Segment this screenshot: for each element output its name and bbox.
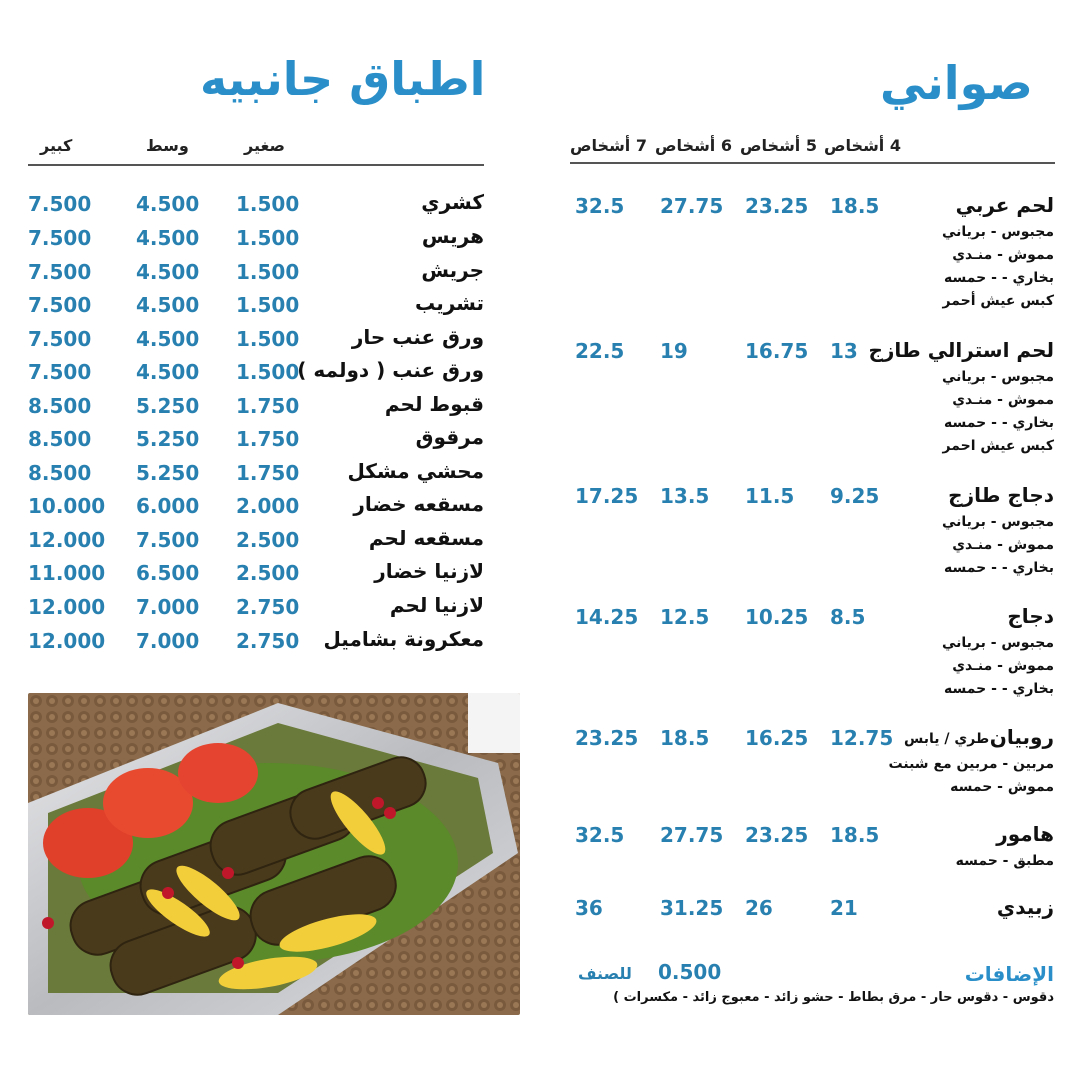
sides-header-rule [28,164,484,166]
tray-price-4-persons: 9.25 [830,484,880,508]
tray-item-name: دجاج طازج [948,483,1054,507]
sides-title: اطباق جانبيه [200,52,486,106]
side-price-small: 2.750 [236,629,300,653]
tray-item-name-suffix: طري / يابس [904,731,990,747]
tray-price-7-persons: 22.5 [575,339,625,363]
side-price-small: 1.750 [236,427,300,451]
side-dish-row [0,559,500,593]
side-dish-row [0,358,500,392]
tray-price-6-persons: 31.25 [660,896,724,920]
tray-item-variant: مموش - منـدي [952,247,1054,263]
tray-item-variant: مطبق - حمسه [955,853,1054,869]
side-dish-name: محشي مشكل [347,459,484,483]
tray-price-7-persons: 36 [575,896,603,920]
side-price-medium: 4.500 [136,293,200,317]
side-dish-name: مسقعه خضار [353,492,484,516]
side-price-large: 11.000 [28,561,106,585]
side-price-large: 12.000 [28,629,106,653]
side-price-large: 7.500 [28,293,92,317]
side-dish-name: كشري [421,190,484,214]
tray-item-variant: مجبوس - برياني [941,514,1054,530]
side-dish-name: لازنيا خضار [374,559,484,583]
tray-price-5-persons: 16.25 [745,726,809,750]
tray-price-4-persons: 18.5 [830,823,880,847]
tray-item-variant: بخاري - - حمسه [944,270,1054,286]
side-dish-name: لازنيا لحم [389,593,484,617]
side-price-medium: 6.500 [136,561,200,585]
tray-price-4-persons: 18.5 [830,194,880,218]
sides-header-medium: وسط [146,136,189,155]
tray-price-5-persons: 16.75 [745,339,809,363]
tray-item-variant: مموش - حمسه [950,779,1054,795]
grape-leaves-image [28,693,520,1015]
tray-price-6-persons: 13.5 [660,484,710,508]
side-dish-name: معكرونة بشاميل [323,627,484,651]
side-price-medium: 7.000 [136,629,200,653]
tray-item-name: هامور [996,822,1054,846]
side-dish-row [0,392,500,426]
tray-price-6-persons: 12.5 [660,605,710,629]
side-price-small: 1.500 [236,226,300,250]
side-price-medium: 5.250 [136,427,200,451]
side-price-large: 8.500 [28,461,92,485]
tray-item-variant: مربين - مربين مع شبنت [888,756,1054,772]
tray-item-name: لحم استرالي طازج [868,338,1054,362]
food-photo [28,693,520,1015]
side-dish-name: هريس [421,224,484,248]
side-dish-row [0,459,500,493]
tray-price-5-persons: 11.5 [745,484,795,508]
side-dish-name: تشريب [415,291,484,315]
side-dish-name: جريش [421,258,484,282]
side-dish-name: ورق عنب حار [351,325,484,349]
side-dish-row [0,492,500,526]
side-dish-name: مسقعه لحم [368,526,484,550]
tray-item-name: دجاج [1007,604,1054,628]
side-price-small: 2.500 [236,561,300,585]
side-price-large: 7.500 [28,226,92,250]
tray-price-4-persons: 12.75 [830,726,894,750]
side-price-small: 2.500 [236,528,300,552]
side-dish-row [0,526,500,560]
tray-price-4-persons: 8.5 [830,605,866,629]
side-price-medium: 7.000 [136,595,200,619]
side-price-small: 2.750 [236,595,300,619]
trays-header-rule [570,162,1055,164]
tray-price-4-persons: 13 [830,339,858,363]
side-dish-row [0,258,500,292]
tray-price-7-persons: 14.25 [575,605,639,629]
side-price-large: 7.500 [28,327,92,351]
side-price-small: 2.000 [236,494,300,518]
tray-price-6-persons: 19 [660,339,688,363]
tray-item-variant: كبس عيش احمر [942,438,1054,454]
tray-price-7-persons: 23.25 [575,726,639,750]
side-price-medium: 5.250 [136,394,200,418]
side-dish-name: ورق عنب ( دولمه ) [297,358,484,382]
trays-header-5: 5 أشخاص [740,136,817,155]
side-price-small: 1.500 [236,293,300,317]
trays-header-6: 6 أشخاص [655,136,732,155]
tray-item-name: روبيان [989,725,1054,749]
side-price-small: 1.500 [236,327,300,351]
side-price-large: 8.500 [28,427,92,451]
side-price-small: 1.500 [236,360,300,384]
side-dish-name: قبوط لحم [384,392,484,416]
tray-price-6-persons: 18.5 [660,726,710,750]
side-price-medium: 7.500 [136,528,200,552]
side-price-large: 12.000 [28,528,106,552]
side-price-large: 7.500 [28,360,92,384]
tray-item-variant: بخاري - - حمسه [944,560,1054,576]
side-price-small: 1.500 [236,192,300,216]
tray-price-5-persons: 10.25 [745,605,809,629]
tray-price-5-persons: 26 [745,896,773,920]
side-price-large: 10.000 [28,494,106,518]
side-dish-row [0,593,500,627]
tray-item-variant: مجبوس - برياني [941,224,1054,240]
side-price-large: 12.000 [28,595,106,619]
trays-header-4: 4 أشخاص [824,136,901,155]
additions-price: 0.500 [658,960,722,984]
additions-price-label: للصنف [578,964,632,983]
side-dish-row [0,627,500,661]
additions-list: دقوس - دقوس حار - مرق بطاط - حشو زائد - معبوج زائد - مكسرات ) [613,990,1054,1005]
side-dish-row [0,325,500,359]
side-price-large: 7.500 [28,260,92,284]
side-dish-row [0,291,500,325]
side-price-small: 1.500 [236,260,300,284]
tray-price-6-persons: 27.75 [660,194,724,218]
sides-header-small: صغير [244,136,285,155]
tray-price-6-persons: 27.75 [660,823,724,847]
tray-price-7-persons: 32.5 [575,823,625,847]
trays-title: صواني [880,56,1033,110]
tray-price-7-persons: 32.5 [575,194,625,218]
tray-price-5-persons: 23.25 [745,823,809,847]
side-price-large: 8.500 [28,394,92,418]
trays-header-7: 7 أشخاص [570,136,647,155]
tray-item-variant: مموش - منـدي [952,392,1054,408]
side-price-medium: 5.250 [136,461,200,485]
additions-title: الإضافات [964,962,1054,986]
tray-price-4-persons: 21 [830,896,858,920]
tray-item-variant: مموش - منـدي [952,658,1054,674]
side-dish-row [0,190,500,224]
side-price-medium: 4.500 [136,226,200,250]
tray-item-variant: كبس عيش أحمر [942,293,1054,309]
side-price-large: 7.500 [28,192,92,216]
tray-price-5-persons: 23.25 [745,194,809,218]
side-price-small: 1.750 [236,461,300,485]
tray-price-7-persons: 17.25 [575,484,639,508]
side-price-medium: 6.000 [136,494,200,518]
tray-item-variant: بخاري - - حمسه [944,415,1054,431]
tray-item-variant: مجبوس - برياني [941,635,1054,651]
side-dish-row [0,425,500,459]
side-price-medium: 4.500 [136,260,200,284]
side-price-medium: 4.500 [136,360,200,384]
side-dish-row [0,224,500,258]
side-price-medium: 4.500 [136,327,200,351]
tray-item-name: زبيدي [996,895,1054,919]
side-price-medium: 4.500 [136,192,200,216]
tray-item-variant: مموش - منـدي [952,537,1054,553]
side-price-small: 1.750 [236,394,300,418]
tray-item-variant: مجبوس - برياني [941,369,1054,385]
side-dish-name: مرقوق [415,425,484,449]
tray-item-name: لحم عربي [955,193,1054,217]
sides-header-large: كبير [40,136,73,155]
tray-item-variant: بخاري - - حمسه [944,681,1054,697]
